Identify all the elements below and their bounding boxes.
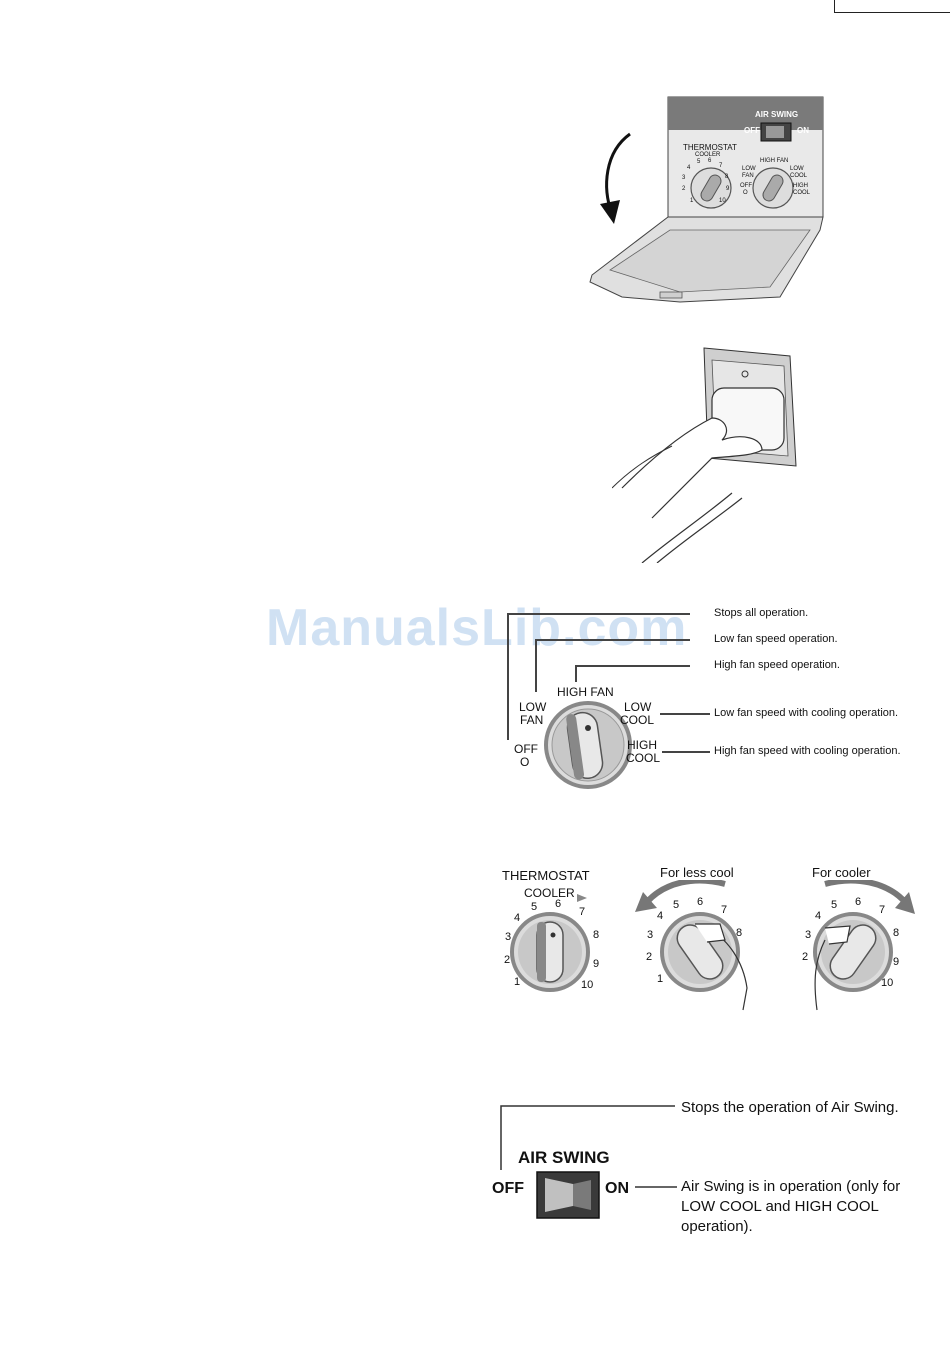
selector-desc-off: Stops all operation. bbox=[714, 607, 809, 619]
selector-low-cool-2: COOL bbox=[620, 713, 655, 727]
panel-scale-1: 1 bbox=[690, 198, 694, 204]
panel-scale-7: 7 bbox=[719, 163, 723, 169]
panel-scale-8: 8 bbox=[725, 174, 729, 180]
dial1-num-6: 6 bbox=[555, 898, 562, 910]
dial2-num-4: 4 bbox=[657, 910, 664, 922]
panel-high-cool: HIGH COOL bbox=[793, 183, 811, 196]
dial1-num-1: 1 bbox=[514, 976, 521, 988]
selector-low-cool-1: LOW bbox=[624, 700, 652, 714]
panel-off-small: OFF bbox=[740, 183, 752, 189]
panel-off-label: OFF bbox=[744, 126, 760, 135]
selector-high-cool-2: COOL bbox=[626, 751, 661, 765]
dial1-num-3: 3 bbox=[505, 931, 512, 943]
dial3-num-10: 10 bbox=[881, 977, 894, 989]
dial1-num-7: 7 bbox=[579, 906, 586, 918]
panel-scale-6: 6 bbox=[708, 158, 712, 164]
dial2-num-5: 5 bbox=[673, 899, 680, 911]
selector-fan: FAN bbox=[520, 713, 544, 727]
dial2-num-2: 2 bbox=[646, 951, 653, 963]
watermark: ManualsLib.com bbox=[266, 599, 688, 657]
dial2-num-6: 6 bbox=[697, 896, 704, 908]
selector-off-symbol: O bbox=[520, 755, 530, 769]
air-swing-off-desc: Stops the operation of Air Swing. bbox=[681, 1099, 899, 1116]
dial1-num-5: 5 bbox=[531, 901, 538, 913]
dial3-num-3: 3 bbox=[805, 929, 812, 941]
panel-low-cool: LOW COOL bbox=[790, 166, 808, 179]
thermostat-more-cool: For cooler bbox=[812, 865, 871, 880]
panel-on-label: ON bbox=[797, 126, 809, 135]
air-swing-on-desc-2: LOW COOL and HIGH COOL bbox=[681, 1198, 879, 1215]
panel-scale-2: 2 bbox=[682, 186, 686, 192]
header-rule bbox=[834, 0, 950, 13]
air-swing-on-desc-3: operation). bbox=[681, 1218, 753, 1235]
dial1-num-9: 9 bbox=[593, 958, 600, 970]
control-panel-figure bbox=[580, 92, 830, 317]
panel-cooler-label: COOLER bbox=[695, 152, 721, 158]
selector-off: OFF bbox=[514, 742, 538, 756]
panel-off-small-symbol: O bbox=[743, 190, 748, 196]
selector-desc-high-cool: High fan speed with cooling operation. bbox=[714, 745, 901, 757]
panel-air-swing-title: AIR SWING bbox=[755, 110, 799, 119]
thermostat-title: THERMOSTAT bbox=[502, 868, 590, 883]
selector-desc-low-cool: Low fan speed with cooling operation. bbox=[714, 707, 899, 719]
panel-scale-5: 5 bbox=[697, 159, 701, 165]
thermostat-less-cool: For less cool bbox=[660, 865, 734, 880]
dial2-num-3: 3 bbox=[647, 929, 654, 941]
air-swing-on-desc-1: Air Swing is in operation (only for bbox=[681, 1178, 901, 1195]
selector-desc-high-fan: High fan speed operation. bbox=[714, 659, 840, 671]
dial2-num-8: 8 bbox=[736, 927, 743, 939]
panel-scale-10: 10 bbox=[719, 198, 726, 204]
dial2-num-1: 1 bbox=[657, 973, 664, 985]
panel-high-fan: HIGH FAN bbox=[760, 158, 789, 164]
dial1-num-2: 2 bbox=[504, 954, 511, 966]
dial3-num-2: 2 bbox=[802, 951, 809, 963]
selector-low: LOW bbox=[519, 700, 547, 714]
selector-high-cool-1: HIGH bbox=[627, 738, 657, 752]
air-swing-off: OFF bbox=[492, 1180, 524, 1197]
dial3-num-6: 6 bbox=[855, 896, 862, 908]
panel-scale-3: 3 bbox=[682, 175, 686, 181]
dial3-num-7: 7 bbox=[879, 904, 886, 916]
air-swing-title: AIR SWING bbox=[518, 1148, 610, 1167]
dial2-num-7: 7 bbox=[721, 904, 728, 916]
panel-thermostat-label: THERMOSTAT bbox=[683, 143, 737, 152]
dial1-num-4: 4 bbox=[514, 912, 521, 924]
dial3-num-5: 5 bbox=[831, 899, 838, 911]
panel-low-fan: LOW FAN bbox=[742, 166, 756, 179]
air-swing-on: ON bbox=[605, 1180, 629, 1197]
power-plug-figure bbox=[612, 338, 802, 563]
dial1-num-10: 10 bbox=[581, 979, 594, 991]
panel-scale-9: 9 bbox=[726, 186, 730, 192]
dial1-num-8: 8 bbox=[593, 929, 600, 941]
thermostat-cooler: COOLER bbox=[524, 886, 575, 900]
panel-scale-4: 4 bbox=[687, 165, 691, 171]
dial3-num-9: 9 bbox=[893, 956, 900, 968]
selector-high-fan: HIGH FAN bbox=[557, 685, 614, 699]
dial3-num-8: 8 bbox=[893, 927, 900, 939]
selector-desc-low-fan: Low fan speed operation. bbox=[714, 633, 838, 645]
dial3-num-4: 4 bbox=[815, 910, 822, 922]
